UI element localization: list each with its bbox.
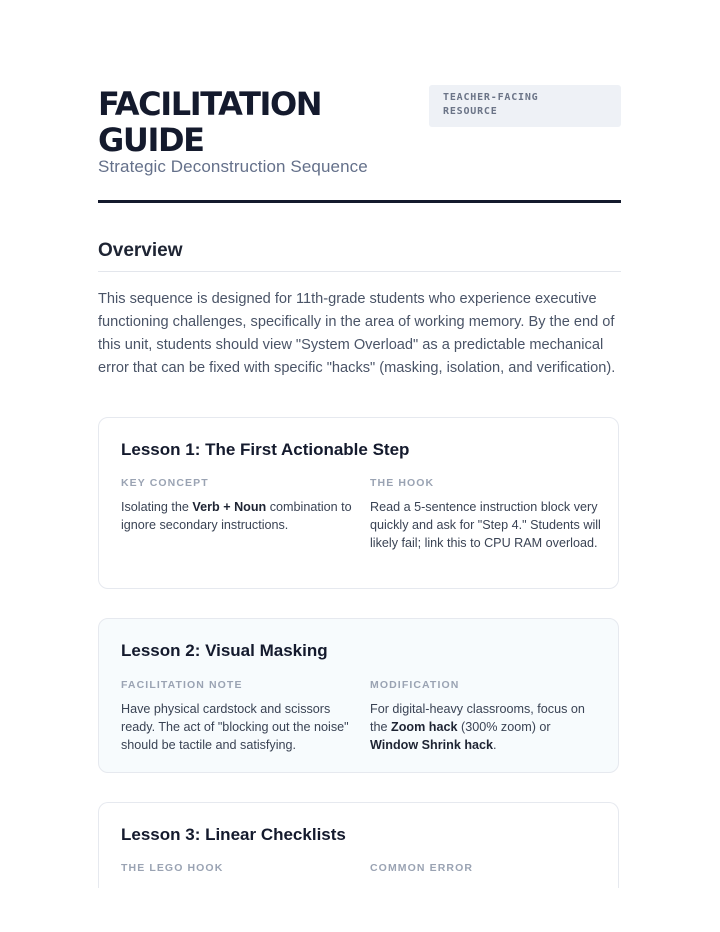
audience-badge [429,85,621,127]
document-header [98,0,621,203]
lesson-card-2 [98,618,619,773]
page-title [98,86,378,158]
overview-heading: Overview [98,240,183,261]
lesson-3-common-error [370,862,602,883]
title-line-2: GUIDE [98,121,204,159]
lesson-1-hook [370,477,602,552]
lesson-2-facilitation-note [121,679,353,754]
modification-label: MODIFICATION [370,679,460,691]
modification-text: For digital-heavy classrooms, focus on the Zoom hack (300% zoom) or Window Shrink hack. [370,702,585,752]
lesson-1-key-concept [121,477,353,534]
lesson-2-title: Lesson 2: Visual Masking [121,641,328,660]
hook-text: Read a 5-sentence instruction block very quickly and ask for "Step 4." Students will likely fail; link this to CPU RAM overload. [370,500,601,550]
title-line-1: FACILITATION [98,85,322,123]
facilitation-guide-page [98,0,621,874]
badge-line-2: RESOURCE [443,106,498,117]
page-subtitle: Strategic Deconstruction Sequence [98,157,368,176]
overview-divider [98,271,621,272]
key-concept-text: Isolating the Verb + Noun combination to ignore secondary instructions. [121,500,352,532]
hook-label: THE HOOK [370,477,435,489]
lesson-1-title: Lesson 1: The First Actionable Step [121,440,410,459]
lesson-3-lego-hook [121,862,353,883]
header-divider [98,200,621,203]
facilitation-note-label: FACILITATION NOTE [121,679,243,691]
common-error-label: COMMON ERROR [370,862,474,874]
lesson-card-1 [98,417,619,589]
overview-text: This sequence is designed for 11th-grade students who experience executive functioning challenges, specifically in the area of working memory. By the end of this unit, students should view "System Overload" as a predictable mechanical error that can be fixed with specific "hacks" (masking, isolation, and verification). [98,291,616,376]
lesson-2-modification [370,679,602,754]
lesson-card-3 [98,802,619,888]
key-concept-label: KEY CONCEPT [121,477,209,489]
badge-line-1: TEACHER-FACING [443,92,539,103]
facilitation-note-text: Have physical cardstock and scissors ready. The act of "blocking out the noise" should be tactile and satisfying. [121,702,349,752]
lesson-3-title: Lesson 3: Linear Checklists [121,825,346,844]
lego-hook-label: THE LEGO HOOK [121,862,224,874]
